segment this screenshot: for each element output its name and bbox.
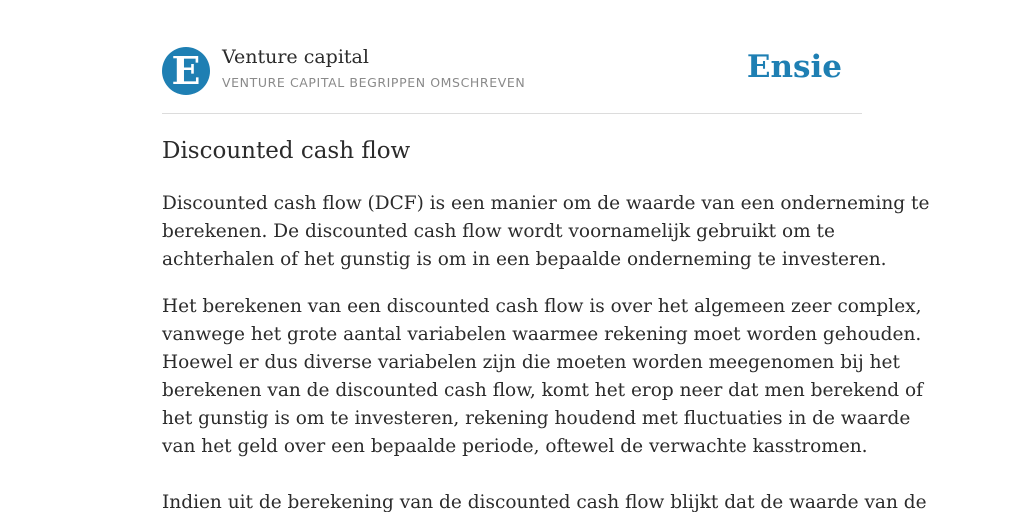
article-paragraph [162, 489, 927, 512]
paragraph-line: Het berekenen van een discounted cash flow is over het algemeen zeer complex, [162, 296, 922, 317]
paragraph-line: Discounted cash flow (DCF) is een manier om de waarde van een onderneming te [162, 193, 930, 214]
paragraph-line: Hoewel er dus diverse variabelen zijn die moeten worden meegenomen bij het [162, 352, 900, 373]
paragraph-line: achterhalen of het gunstig is om in een bepaalde onderneming te investeren. [162, 249, 887, 270]
paragraph-line: berekenen. De discounted cash flow wordt voornamelijk gebruikt om te [162, 221, 835, 242]
paragraph-line: het gunstig is om te investeren, rekening houdend met fluctuaties in de waarde [162, 408, 911, 429]
paragraph-line: van het geld over een bepaalde periode, oftewel de verwachte kasstromen. [162, 436, 868, 457]
site-header [162, 0, 862, 114]
paragraph-line: Indien uit de berekening van de discounted cash flow blijkt dat de waarde van de [162, 492, 927, 512]
article-paragraph [162, 190, 930, 274]
site-title[interactable]: Venture capital [222, 46, 369, 68]
site-subtitle: VENTURE CAPITAL BEGRIPPEN OMSCHREVEN [222, 75, 526, 90]
article-paragraph [162, 293, 924, 461]
paragraph-line: vanwege het grote aantal variabelen waarmee rekening moet worden gehouden. [162, 324, 922, 345]
brand-logo[interactable]: Ensie [746, 49, 842, 85]
page-container [162, 0, 930, 512]
site-logo-icon[interactable]: E [162, 47, 210, 95]
paragraph-line: berekenen van de discounted cash flow, komt het erop neer dat men berekend of [162, 380, 924, 401]
article-title: Discounted cash flow [162, 138, 411, 164]
